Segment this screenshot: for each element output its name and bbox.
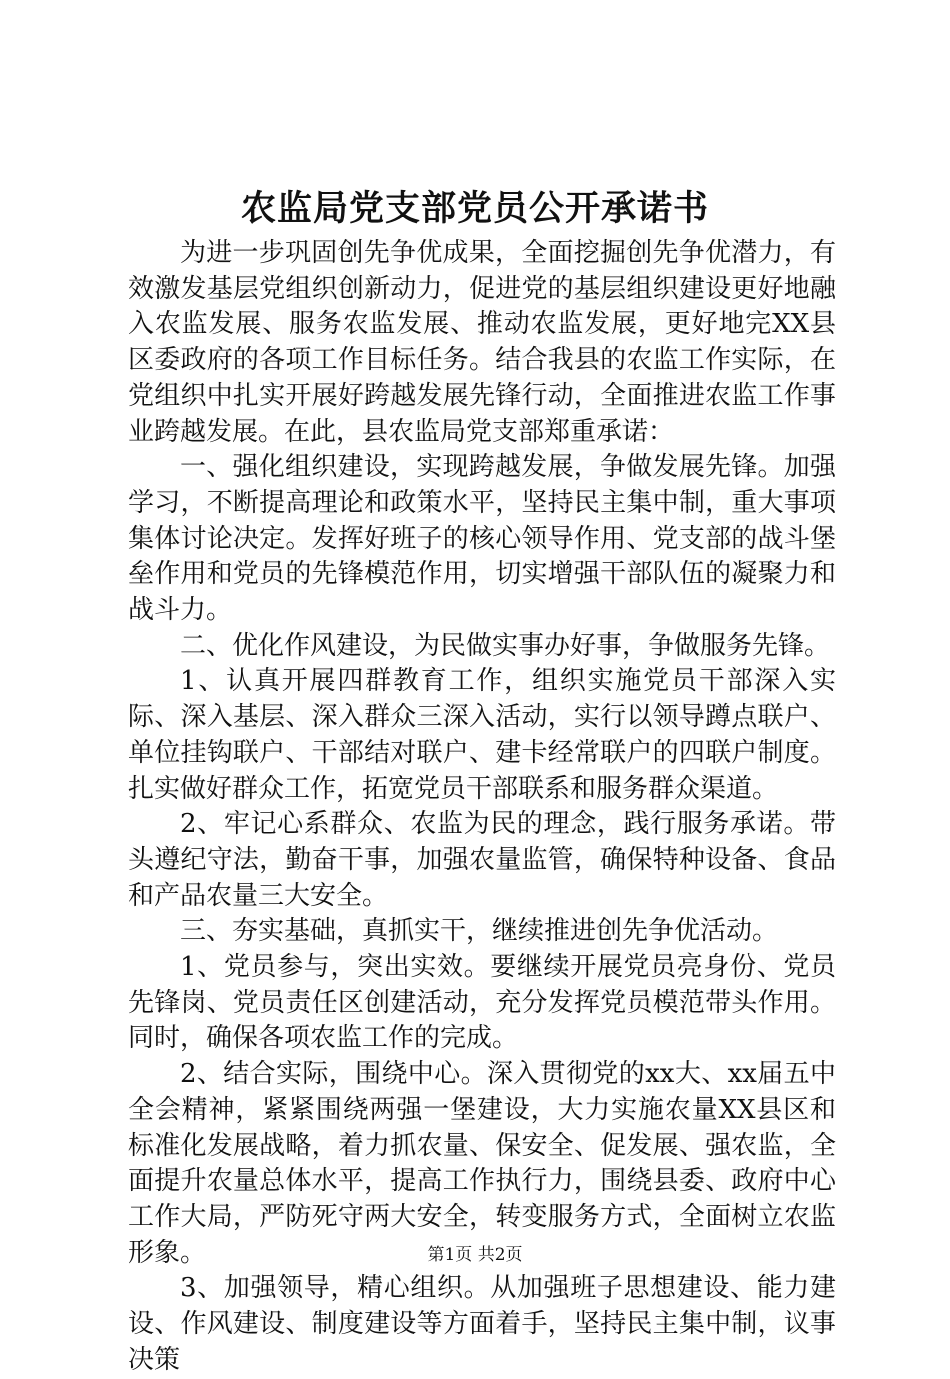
paragraph-section-2-item-1: 1、认真开展四群教育工作，组织实施党员干部深入实际、深入基层、深入群众三深入活动，实行以领导蹲点联户、单位挂钩联户、干部结对联户、建卡经常联户的四联户制度。扎实做好群众工作，拓宽党员干部联系和服务群众渠道。 — [128, 666, 836, 804]
paragraph-section-2-item-2: 2、牢记心系群众、农监为民的理念，践行服务承诺。带头遵纪守法，勤奋干事，加强农量监管，确保特种设备、食品和产品农量三大安全。 — [128, 809, 836, 911]
paragraph-section-3-item-1: 1、党员参与，突出实效。要继续开展党员亮身份、党员先锋岗、党员责任区创建活动，充分发挥党员模范带头作用。同时，确保各项农监工作的完成。 — [128, 952, 836, 1054]
paragraph-section-2: 二、优化作风建设，为民做实事办好事，争做服务先锋。 — [180, 630, 831, 661]
document-body — [128, 236, 836, 1379]
paragraph-section-1: 一、强化组织建设，实现跨越发展，争做发展先锋。加强学习，不断提高理论和政策水平，坚持民主集中制，重大事项集体讨论决定。发挥好班子的核心领导作用、党支部的战斗堡垒作用和党员的先锋模范作用，切实增强干部队伍的凝聚力和战斗力。 — [128, 452, 836, 626]
paragraph-section-3-item-2: 2、结合实际，围绕中心。深入贯彻党的xx大、xx届五中全会精神，紧紧围绕两强一堡建设，大力实施农量XX县区和标准化发展战略，着力抓农量、保安全、促发展、强农监，全面提升农量总体水平，提高工作执行力，围绕县委、政府中心工作大局，严防死守两大安全，转变服务方式，全面树立农监形象。 — [128, 1059, 836, 1268]
page-footer: 第1页 共2页 — [427, 1245, 523, 1265]
paragraph-section-3-item-3: 3、加强领导，精心组织。从加强班子思想建设、能力建设、作风建设、制度建设等方面着手，坚持民主集中制，议事决策 — [128, 1273, 836, 1375]
paragraph-section-3: 三、夯实基础，真抓实干，继续推进创先争优活动。 — [180, 916, 779, 947]
paragraph-intro: 为进一步巩固创先争优成果，全面挖掘创先争优潜力，有效激发基层党组织创新动力，促进党的基层组织建设更好地融入农监发展、服务农监发展、推动农监发展，更好地完XX县区委政府的各项工作目标任务。结合我县的农监工作实际，在党组织中扎实开展好跨越发展先锋行动，全面推进农监工作事业跨越发展。在此，县农监局党支部郑重承诺： — [128, 238, 836, 447]
document-title: 农监局党支部党员公开承诺书 — [240, 188, 709, 229]
